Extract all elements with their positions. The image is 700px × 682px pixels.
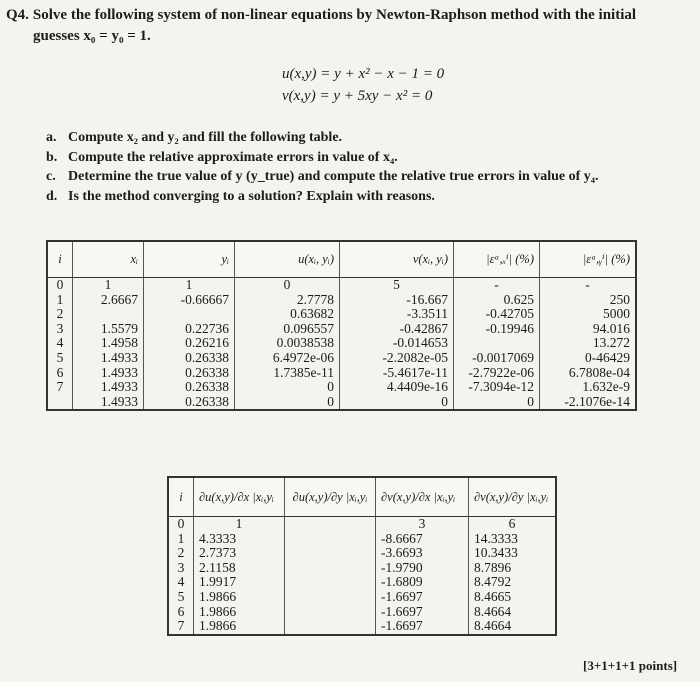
table-row bbox=[47, 395, 636, 411]
table-cell: 7 bbox=[56, 379, 64, 395]
table-cell: 1 bbox=[73, 278, 144, 293]
table-cell: 0 bbox=[235, 380, 340, 395]
table-cell: 0.22736 bbox=[144, 322, 235, 337]
table-cell: -0.66667 bbox=[144, 293, 235, 308]
table-row bbox=[168, 590, 556, 605]
table-cell: 8.7896 bbox=[469, 561, 557, 576]
table-cell: 1.9917 bbox=[194, 575, 285, 590]
task-item bbox=[46, 148, 599, 168]
table-cell: -0.42867 bbox=[340, 322, 454, 337]
table-cell bbox=[285, 532, 376, 547]
header-v: v(xᵢ, yᵢ) bbox=[340, 241, 454, 278]
table-cell bbox=[285, 605, 376, 620]
table-cell: 8.4665 bbox=[469, 590, 557, 605]
table-row bbox=[168, 575, 556, 590]
table-cell: 0.26338 bbox=[144, 366, 235, 381]
task-text: Determine the true value of y (y_true) and compute the relative true errors in value of y₄. bbox=[68, 169, 599, 184]
table-cell: -2.7922e-06 bbox=[454, 366, 540, 381]
table-cell: 94.016 bbox=[540, 322, 637, 337]
table-cell: 0.26216 bbox=[144, 336, 235, 351]
table-cell: 3 bbox=[177, 559, 185, 575]
header-y: yᵢ bbox=[144, 241, 235, 278]
table-cell: 1 bbox=[177, 530, 185, 546]
table-cell: -0.19946 bbox=[454, 322, 540, 337]
table-cell: 0 bbox=[454, 395, 540, 411]
table-cell: -0.014653 bbox=[340, 336, 454, 351]
table-row bbox=[47, 366, 636, 381]
table-cell: 2.7778 bbox=[235, 293, 340, 308]
table-row bbox=[47, 336, 636, 351]
table-row bbox=[168, 546, 556, 561]
table-cell: 7 bbox=[177, 618, 185, 634]
table-cell: 0 bbox=[235, 395, 340, 411]
table-cell: -0.42705 bbox=[454, 307, 540, 322]
table-cell bbox=[144, 307, 235, 322]
table-cell: 1.7385e-11 bbox=[235, 366, 340, 381]
initial-guess-line: guesses x₀ = y₀ = 1. bbox=[33, 28, 151, 44]
task-list bbox=[46, 128, 599, 206]
question-text: Solve the following system of non-linear equations by Newton-Raphson method with the initial bbox=[32, 7, 637, 23]
table-cell bbox=[285, 619, 376, 635]
table-cell: 250 bbox=[540, 293, 637, 308]
table-cell: 3 bbox=[56, 320, 64, 336]
table-row bbox=[47, 380, 636, 395]
table-cell: 1.4933 bbox=[73, 380, 144, 395]
table-cell: -1.6809 bbox=[376, 575, 469, 590]
task-item bbox=[46, 187, 599, 207]
table-cell: -5.4617e-11 bbox=[340, 366, 454, 381]
table-cell: -2.1076e-14 bbox=[540, 395, 637, 411]
table-row bbox=[168, 532, 556, 547]
equation-u: u(x,y) = y + x² − x − 1 = 0 bbox=[282, 66, 445, 82]
table-cell: 0 bbox=[340, 395, 454, 411]
table-cell: 10.3433 bbox=[469, 546, 557, 561]
table-cell bbox=[47, 395, 73, 411]
table-cell: 4.4409e-16 bbox=[340, 380, 454, 395]
table-cell: 8.4664 bbox=[469, 619, 557, 635]
table-row bbox=[47, 307, 636, 322]
header-du-dy: ∂u(x,y)/∂y |xᵢ,yᵢ bbox=[285, 477, 376, 517]
header-du-dx: ∂u(x,y)/∂x |xᵢ,yᵢ bbox=[194, 477, 285, 517]
table-cell bbox=[285, 575, 376, 590]
table-cell: 4.3333 bbox=[194, 532, 285, 547]
task-label: b. bbox=[46, 149, 58, 165]
table-cell: 6 bbox=[177, 603, 185, 619]
table-cell: -3.3511 bbox=[340, 307, 454, 322]
table-cell: 8.4792 bbox=[469, 575, 557, 590]
question-number: Q4. bbox=[6, 7, 29, 23]
task-text: Compute the relative approximate errors in value of x₄. bbox=[68, 149, 398, 165]
table-cell: 1 bbox=[194, 517, 285, 532]
table-row bbox=[47, 322, 636, 337]
iteration-table-body bbox=[47, 278, 636, 411]
table-cell: 1.9866 bbox=[194, 619, 285, 635]
table-cell: 1.4933 bbox=[73, 351, 144, 366]
table-cell: -1.6697 bbox=[376, 619, 469, 635]
table-cell: -1.6697 bbox=[376, 590, 469, 605]
table-cell: -1.9790 bbox=[376, 561, 469, 576]
question-heading bbox=[6, 6, 636, 24]
table-row bbox=[168, 619, 556, 635]
iteration-table bbox=[46, 240, 637, 411]
table-row bbox=[168, 561, 556, 576]
table-cell: -7.3094e-12 bbox=[454, 380, 540, 395]
table-cell: 0 bbox=[177, 516, 185, 531]
jacobian-table-body bbox=[168, 517, 556, 635]
header-i: i bbox=[168, 477, 194, 517]
task-label: a. bbox=[46, 130, 57, 145]
table-cell: 0.096557 bbox=[235, 322, 340, 337]
header-dv-dx: ∂v(x,y)/∂x |xᵢ,yᵢ bbox=[376, 477, 469, 517]
task-item bbox=[46, 128, 599, 148]
header-i: i bbox=[47, 241, 73, 278]
table-cell: -16.667 bbox=[340, 293, 454, 308]
table-cell: -8.6667 bbox=[376, 532, 469, 547]
table-cell: 0.26338 bbox=[144, 380, 235, 395]
table-cell: 1 bbox=[56, 291, 64, 307]
table-cell: 5 bbox=[177, 588, 185, 604]
table-cell: 1 bbox=[144, 278, 235, 293]
table-cell bbox=[285, 590, 376, 605]
table-cell: 2.1158 bbox=[194, 561, 285, 576]
task-text: Is the method converging to a solution? Explain with reasons. bbox=[68, 188, 435, 204]
table-cell: 8.4664 bbox=[469, 605, 557, 620]
table-cell: 4 bbox=[177, 574, 185, 590]
task-text: Compute x₂ and y₂ and fill the following table. bbox=[68, 130, 343, 145]
table-cell: 1.4933 bbox=[73, 366, 144, 381]
table-cell: 0 bbox=[235, 278, 340, 293]
table-cell: 0.63682 bbox=[235, 307, 340, 322]
table-cell: 2 bbox=[177, 545, 185, 561]
header-x: xᵢ bbox=[73, 241, 144, 278]
table-cell: 0.26338 bbox=[144, 351, 235, 366]
table-cell bbox=[285, 517, 376, 532]
table-cell: 3 bbox=[376, 517, 469, 532]
table-cell: 2 bbox=[56, 306, 64, 322]
table-cell: 0 bbox=[56, 277, 64, 292]
table-row bbox=[47, 278, 636, 293]
table-cell bbox=[73, 307, 144, 322]
table-cell: 1.4958 bbox=[73, 336, 144, 351]
header-u: u(xᵢ, yᵢ) bbox=[235, 241, 340, 278]
table-cell: 2.7373 bbox=[194, 546, 285, 561]
table-cell: 6.4972e-06 bbox=[235, 351, 340, 366]
table-cell: 0.26338 bbox=[144, 395, 235, 411]
header-error-x: |εᵃ,ₓⁱ| (%) bbox=[454, 241, 540, 278]
table-cell: -0.0017069 bbox=[454, 351, 540, 366]
task-label: d. bbox=[46, 188, 58, 204]
table-cell: 5000 bbox=[540, 307, 637, 322]
table-cell: - bbox=[454, 278, 540, 293]
table-row bbox=[47, 351, 636, 366]
table-cell: -2.2082e-05 bbox=[340, 351, 454, 366]
table-cell: 1.5579 bbox=[73, 322, 144, 337]
jacobian-table bbox=[167, 476, 557, 636]
table-cell: 14.3333 bbox=[469, 532, 557, 547]
table-row bbox=[168, 517, 556, 532]
table-cell: -1.6697 bbox=[376, 605, 469, 620]
header-error-y: |εᵃ,ᵧⁱ| (%) bbox=[540, 241, 637, 278]
table-cell bbox=[454, 336, 540, 351]
table-row bbox=[168, 605, 556, 620]
points-label: [3+1+1+1 points] bbox=[583, 658, 678, 673]
table-cell: 6 bbox=[56, 364, 64, 380]
table-cell: 1.632e-9 bbox=[540, 380, 637, 395]
table-cell: 1.9866 bbox=[194, 590, 285, 605]
table-cell: 1.9866 bbox=[194, 605, 285, 620]
table-cell: -3.6693 bbox=[376, 546, 469, 561]
table-cell: 0.0038538 bbox=[235, 336, 340, 351]
task-label: c. bbox=[46, 169, 56, 184]
table-cell bbox=[285, 561, 376, 576]
task-item bbox=[46, 167, 599, 187]
table-cell: 1.4933 bbox=[73, 395, 144, 411]
table-cell: 5 bbox=[56, 349, 64, 365]
table-cell: 4 bbox=[56, 335, 64, 351]
table-cell: - bbox=[540, 278, 637, 293]
table-cell: 5 bbox=[340, 278, 454, 293]
table-cell: 0-46429 bbox=[540, 351, 637, 366]
table-row bbox=[47, 293, 636, 308]
header-dv-dy: ∂v(x,y)/∂y |xᵢ,yᵢ bbox=[469, 477, 557, 517]
table-cell: 2.6667 bbox=[73, 293, 144, 308]
table-cell: 13.272 bbox=[540, 336, 637, 351]
table-cell bbox=[285, 546, 376, 561]
table-cell: 6 bbox=[469, 517, 557, 532]
equation-v: v(x,y) = y + 5xy − x² = 0 bbox=[282, 88, 433, 104]
table-cell: 6.7808e-04 bbox=[540, 366, 637, 381]
table-cell: 0.625 bbox=[454, 293, 540, 308]
